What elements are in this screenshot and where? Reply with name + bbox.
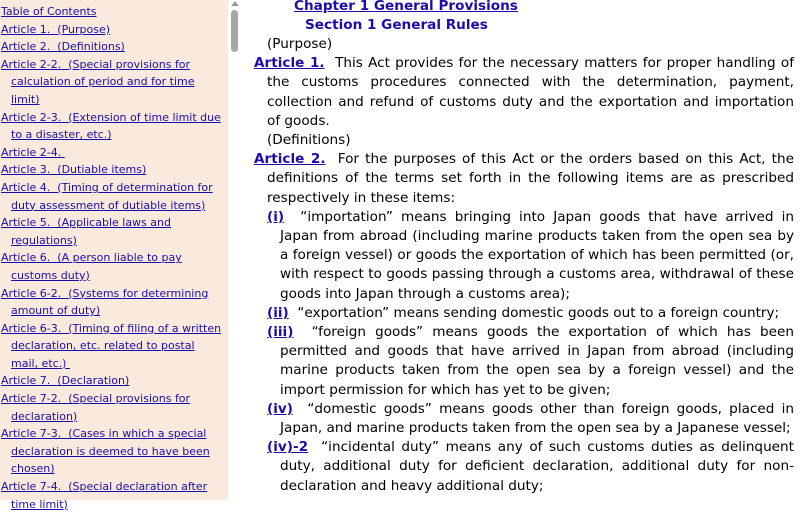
item-number-link[interactable]: (iii) — [267, 324, 294, 341]
law-content — [242, 0, 794, 500]
article-paragraph — [242, 54, 794, 131]
toc-link[interactable]: Article 7. (Declaration) — [1, 374, 130, 388]
toc-link[interactable]: Article 7-3. (Cases in which a special declaration is deemed to have been chosen) — [1, 427, 210, 476]
toc-link[interactable]: Article 2-4. — [1, 145, 65, 159]
article-caption: (Definitions) — [267, 132, 351, 149]
article-item — [242, 400, 794, 438]
toc-link[interactable]: Article 4. (Timing of determination for duty assessment of dutiable items) — [1, 180, 213, 212]
toc-list — [0, 0, 228, 513]
article-caption: (Purpose) — [267, 36, 333, 52]
scroll-up-arrow-icon[interactable] — [231, 1, 239, 6]
toc-link[interactable]: Article 2-3. (Extension of time limit due to a disaster, etc.) — [1, 110, 221, 142]
toc-link[interactable]: Article 6. (A person liable to pay customs duty) — [1, 251, 182, 282]
article-item — [242, 323, 794, 400]
toc-link[interactable]: Article 2. (Definitions) — [1, 40, 125, 54]
article-items — [242, 208, 794, 496]
item-text: “exportation” means sending domestic goods out to a foreign country; — [288, 304, 780, 321]
article-item — [242, 438, 794, 496]
article-paragraph — [242, 150, 794, 208]
toc-link[interactable]: Article 7-4. (Special declaration after time limit) — [1, 480, 208, 511]
article-item — [242, 304, 794, 323]
table-of-contents-sidebar — [0, 0, 228, 511]
toc-heading-link[interactable]: Table of Contents — [1, 5, 97, 18]
toc-link[interactable]: Article 6-3. (Timing of filing of a written declaration, etc. related to postal mail, etc.) — [1, 321, 222, 370]
item-text: “domestic goods” means goods other than foreign goods, placed in Japan, and marine products taken from the open sea by a Japanese vessel; — [280, 400, 794, 437]
toc-link[interactable]: Article 5. (Applicable laws and regulations) — [1, 216, 171, 247]
sidebar-scrollbar[interactable] — [228, 0, 242, 500]
article-number-link[interactable]: Article 2. — [254, 151, 326, 168]
toc-link[interactable]: Article 6-2. (Systems for determining amount of duty) — [1, 286, 209, 318]
item-number-link[interactable]: (iv) — [267, 400, 293, 417]
article-text: For the purposes of this Act or the orders based on this Act, the definitions of the terms set forth in the following items are as prescribed respectively in these items: — [267, 151, 794, 206]
item-text: “foreign goods” means goods the exportation of which has been permitted and goods that have arrived in Japan from abroad (including marine products taken from the open sea by a foreign vessel) and the import permission for which has yet to be given; — [280, 324, 794, 398]
toc-link[interactable]: Article 2-2. (Special provisions for calculation of period and for time limit) — [1, 57, 195, 106]
article-number-link[interactable]: Article 1. — [254, 55, 325, 72]
chapter-heading-link[interactable]: Chapter 1 General Provisions — [294, 0, 518, 14]
article-text: This Act provides for the necessary matters for proper handling of the customs procedures connected with the determination, payment, collection and refund of customs duty and the exportation and importation of goods. — [267, 55, 794, 129]
item-number-link[interactable]: (iv)-2 — [267, 439, 309, 456]
toc-link[interactable]: Article 3. (Dutiable items) — [1, 163, 147, 177]
article-item — [242, 208, 794, 304]
toc-link[interactable]: Article 1. (Purpose) — [1, 22, 111, 36]
toc-link[interactable]: Article 7-2. (Special provisions for declaration) — [1, 392, 191, 423]
item-text: “importation” means bringing into Japan goods that have arrived in Japan from abroad (including marine products taken from the open sea by a foreign vessel) or goods the exportation of which has been permitted (or, with respect to goods passing through a customs area, withdrawal of these goods into Japan through a customs area); — [280, 208, 794, 302]
scrollbar-thumb[interactable] — [231, 10, 238, 52]
section-heading: Section 1 General Rules — [305, 17, 488, 33]
item-number-link[interactable]: (ii) — [267, 304, 289, 321]
item-text: “incidental duty” means any of such customs duties as delinquent duty, additional duty for deficient declaration, additional duty for non-declaration and heavy additional duty; — [280, 439, 794, 494]
item-number-link[interactable]: (i) — [267, 208, 285, 225]
